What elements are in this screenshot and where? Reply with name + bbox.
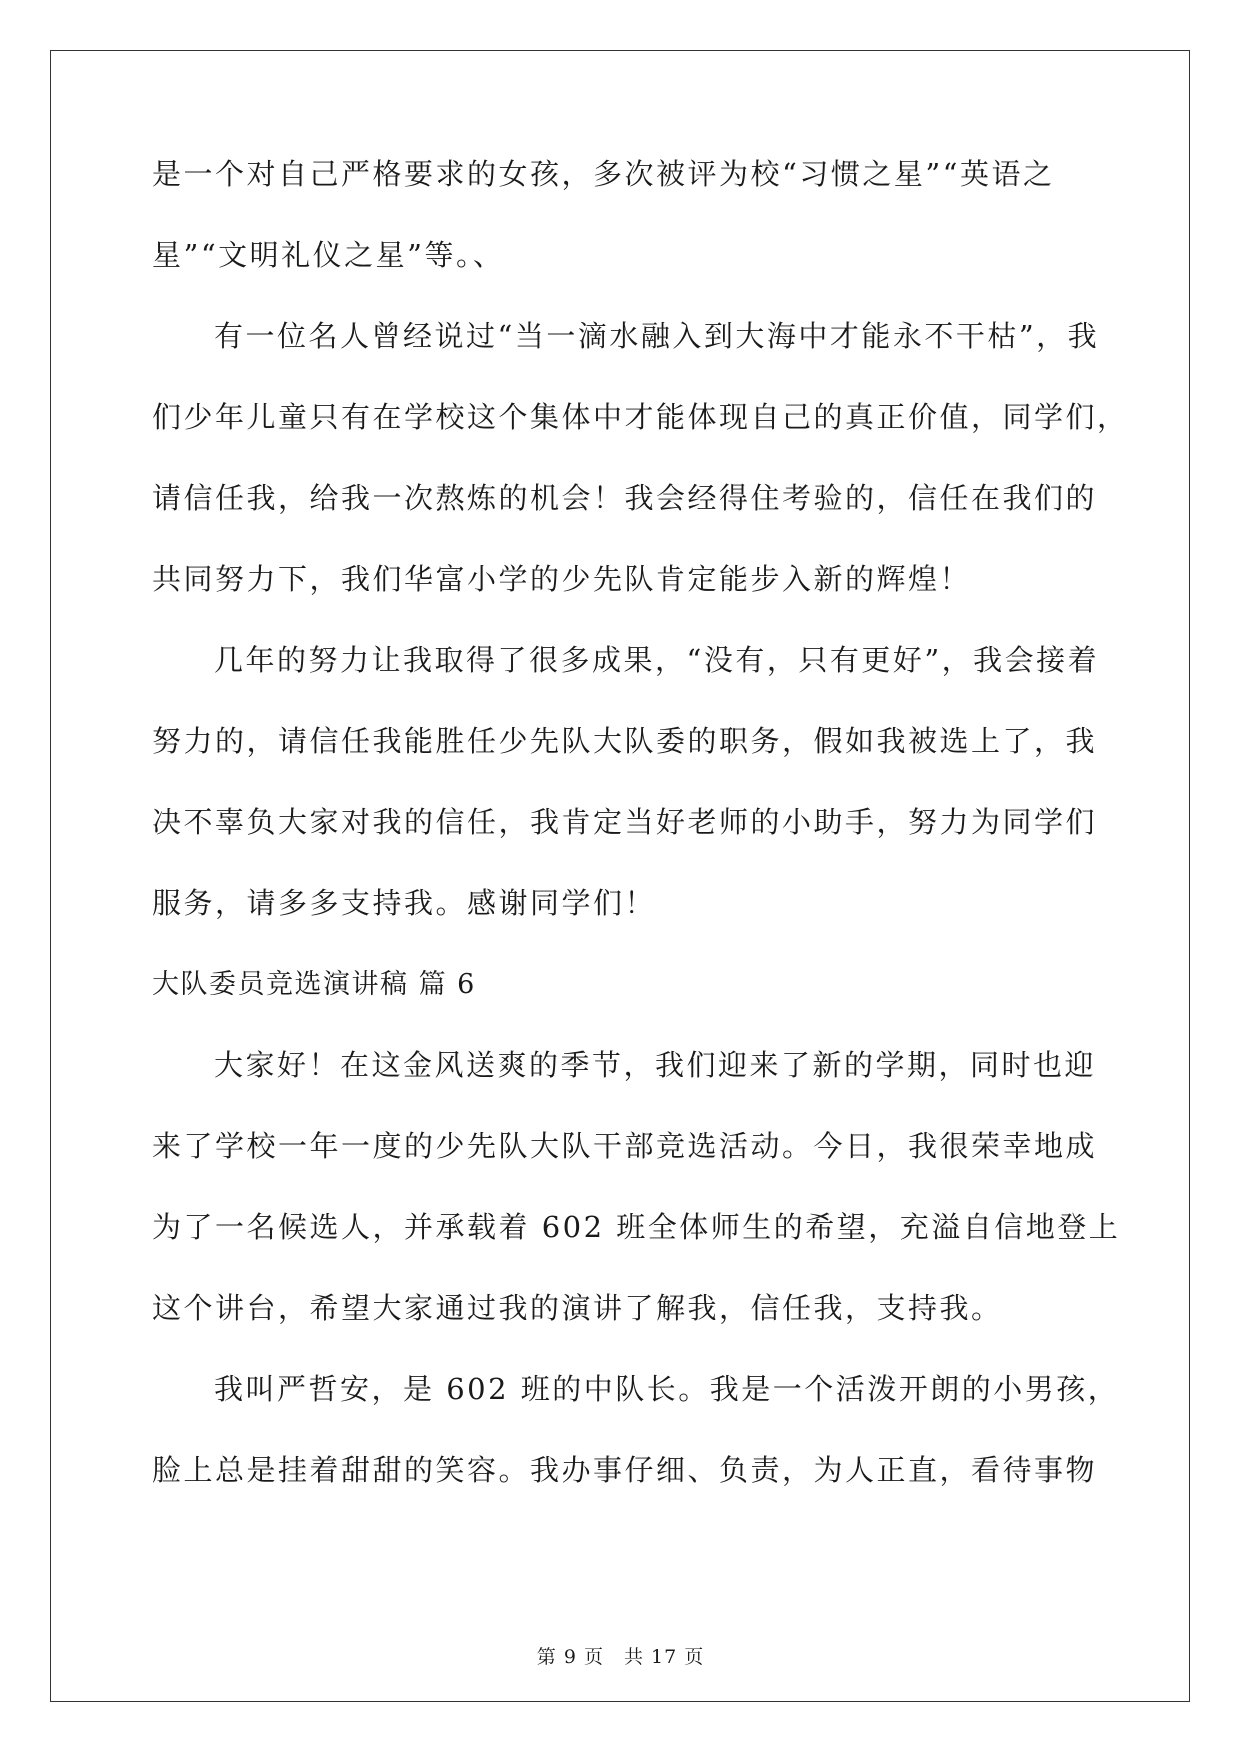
paragraph-start-line: 我叫严哲安，是 602 班的中队长。我是一个活泼开朗的小男孩，	[214, 1372, 1120, 1406]
text-line: 请信任我，给我一次熬炼的机会！我会经得住考验的，信任在我们的	[152, 481, 1098, 515]
text-line: 服务，请多多支持我。感谢同学们！	[152, 886, 657, 920]
text-line: 共同努力下，我们华富小学的少先队肯定能步入新的辉煌！	[152, 562, 972, 596]
paragraph-start-line: 几年的努力让我取得了很多成果，“没有，只有更好”，我会接着	[214, 643, 1100, 677]
page-footer	[0, 1642, 1241, 1669]
text-line: 来了学校一年一度的少先队大队干部竞选活动。今日，我很荣幸地成	[152, 1129, 1098, 1163]
text-line: 是一个对自己严格要求的女孩，多次被评为校“习惯之星”“英语之	[152, 157, 1055, 191]
document-body	[152, 157, 1129, 1537]
text-line: 决不辜负大家对我的信任，我肯定当好老师的小助手，努力为同学们	[152, 805, 1098, 839]
page-total: 共 17 页	[623, 1646, 705, 1668]
text-line: 脸上总是挂着甜甜的笑容。我办事仔细、负责，为人正直，看待事物	[152, 1453, 1098, 1487]
text-line: 这个讲台，希望大家通过我的演讲了解我，信任我，支持我。	[152, 1291, 1003, 1325]
page-number: 第 9 页	[536, 1646, 604, 1668]
paragraph-start-line: 大家好！在这金风送爽的季节，我们迎来了新的学期，同时也迎	[214, 1048, 1097, 1082]
paragraph-start-line: 有一位名人曾经说过“当一滴水融入到大海中才能永不干枯”，我	[214, 319, 1100, 353]
section-heading: 大队委员竞选演讲稿 篇 6	[152, 969, 476, 1000]
text-line: 星”“文明礼仪之星”等。、	[152, 238, 505, 272]
text-line: 们少年儿童只有在学校这个集体中才能体现自己的真正价值，同学们，	[152, 400, 1129, 434]
text-line: 努力的，请信任我能胜任少先队大队委的职务，假如我被选上了，我	[152, 724, 1098, 758]
text-line: 为了一名候选人，并承载着 602 班全体师生的希望，充溢自信地登上	[152, 1210, 1121, 1244]
